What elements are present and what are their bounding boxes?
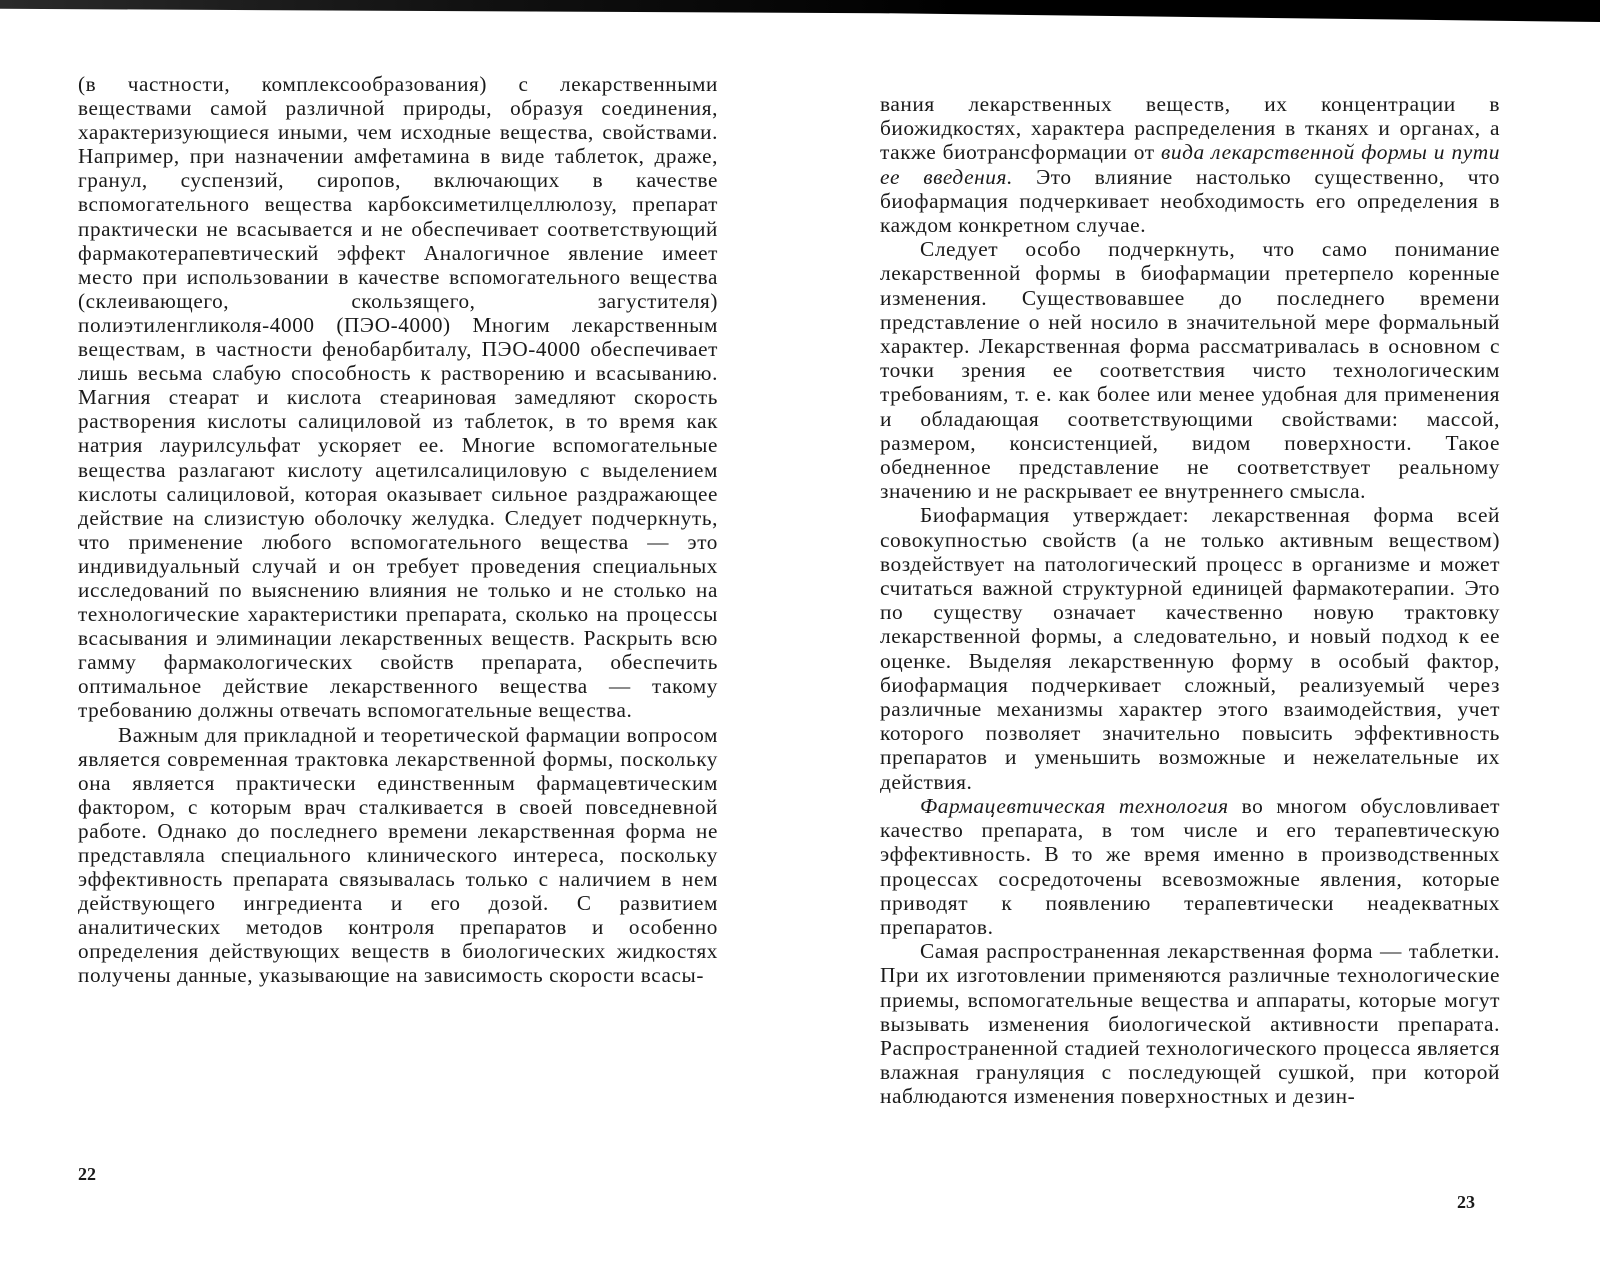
right-page	[880, 92, 1500, 1109]
right-page-text-column	[880, 92, 1500, 1109]
right-paragraph-4-rest: во многом обусловливает качество препарата, в том числе и его терапевтическую эффективность. В то же время именно в производственных процессах сосредоточены всевозможные явления, которые приводят к появлению терапевтически неадекватных препаратов.	[880, 793, 1500, 939]
right-paragraph-2: Следует особо подчеркнуть, что само понимание лекарственной формы в биофармации претерпело коренные изменения. Существовавшее до последнего времени представление о ней носило в значительной мере формальный характер. Лекарственная форма рассматривалась в основном с точки зрения ее соответствия чисто технологическим требованиям, т. е. как более или менее удобная для применения и обладающая соответствующими свойствами: массой, размером, консистенцией, видом поверхности. Такое обедненное представление не соответствует реальному значению и не раскрывает ее внутреннего смысла.	[880, 237, 1500, 504]
right-paragraph-3: Биофармация утверждает: лекарственная форма всей совокупностью свойств (а не только активным веществом) воздействует на патологический процесс в организме и может считаться важной структурной единицей фармакотерапии. Это по существу означает качественно новую трактовку лекарственной формы, а следовательно, и новый подход к ее оценке. Выделяя лекарственную форму в особый фактор, биофармация подчеркивает сложный, реализуемый через различные механизмы характер этого взаимодействия, учет которого позволяет значительно повысить эффективность препаратов и уменьшить возможные и нежелательные их действия.	[880, 503, 1500, 794]
right-paragraph-5: Самая распространенная лекарственная форма — таблетки. При их изготовлении применяются различные технологические приемы, вспомогательные вещества и аппараты, которые могут вызывать изменения биологической активности препарата. Распространенной стадией технологического процесса является влажная грануляция с последующей сушкой, при которой наблюдаются изменения поверхностных и дезин-	[880, 939, 1500, 1109]
left-paragraph-1: (в частности, комплексообразования) с лекарственными веществами самой различной природы, образуя соединения, характеризующиеся иными, чем исходные вещества, свойствами. Например, при назначении амфетамина в виде таблеток, драже, гранул, суспензий, сиропов, включающих в качестве вспомогательного вещества карбоксиметилцеллюлозу, препарат практически не всасывается и не обеспечивает соответствующий фармакотерапевтический эффект Аналогичное явление имеет место при использовании в качестве вспомогательного вещества (склеивающего, скользящего, загустителя) полиэтиленгликоля-4000 (ПЭО-4000) Многим лекарственным веществам, в частности фенобарбиталу, ПЭО-4000 обеспечивает лишь весьма слабую способность к растворению и всасыванию. Магния стеарат и кислота стеариновая замедляют скорость растворения кислоты салициловой из таблеток, в то время как натрия лаурилсульфат ускоряет ее. Многие вспомогательные вещества разлагают кислоту ацетилсалициловую с выделением кислоты салициловой, которая оказывает сильное раздражающее действие на слизистую оболочку желудка. Следует подчеркнуть, что применение любого вспомогательного вещества — это индивидуальный случай и он требует проведения специальных исследований по выяснению влияния не только и не столько на технологические характеристики препарата, сколько на процессы всасывания и элиминации лекарственных веществ. Раскрыть всю гамму фармакологических свойств препарата, обеспечить оптимальное действие лекарственного вещества — такому требованию должны отвечать вспомогательные вещества.	[78, 72, 718, 723]
scan-top-edge	[0, 0, 1600, 22]
left-page	[78, 72, 718, 988]
left-paragraph-2: Важным для прикладной и теоретической фармации вопросом является современная трактовка лекарственной формы, поскольку она является практически единственным фармацевтическим фактором, с которым врач сталкивается в своей повседневной работе. Однако до последнего времени лекарственная форма не представляла специального клинического интереса, поскольку эффективность препарата связывалась только с наличием в нем действующего ингредиента и его дозой. С развитием аналитических методов контроля препаратов и особенно определения действующих веществ в биологических жидкостях получены данные, указывающие на зависимость скорости всасы-	[78, 722, 718, 988]
right-paragraph-1-part-1: вания лекарственных веществ, их концентрации в биожидкостях, характера распределения в тканях и органах, а также биотрансформации от	[880, 92, 1500, 165]
page-number-right: 23	[1457, 1192, 1475, 1212]
right-paragraph-1	[880, 92, 1500, 237]
right-paragraph-4-italic: Фармацевтическая технология	[920, 793, 1229, 818]
right-paragraph-1-italic: вида лекарственной формы и пути ее введения.	[880, 140, 1500, 189]
right-paragraph-4	[880, 794, 1500, 939]
right-paragraph-1-part-2: Это влияние настолько существенно, что биофармация подчеркивает необходимость его определения в каждом конкретном случае.	[880, 164, 1500, 238]
left-page-text-column	[78, 72, 718, 988]
page-number-left: 22	[78, 1164, 96, 1184]
